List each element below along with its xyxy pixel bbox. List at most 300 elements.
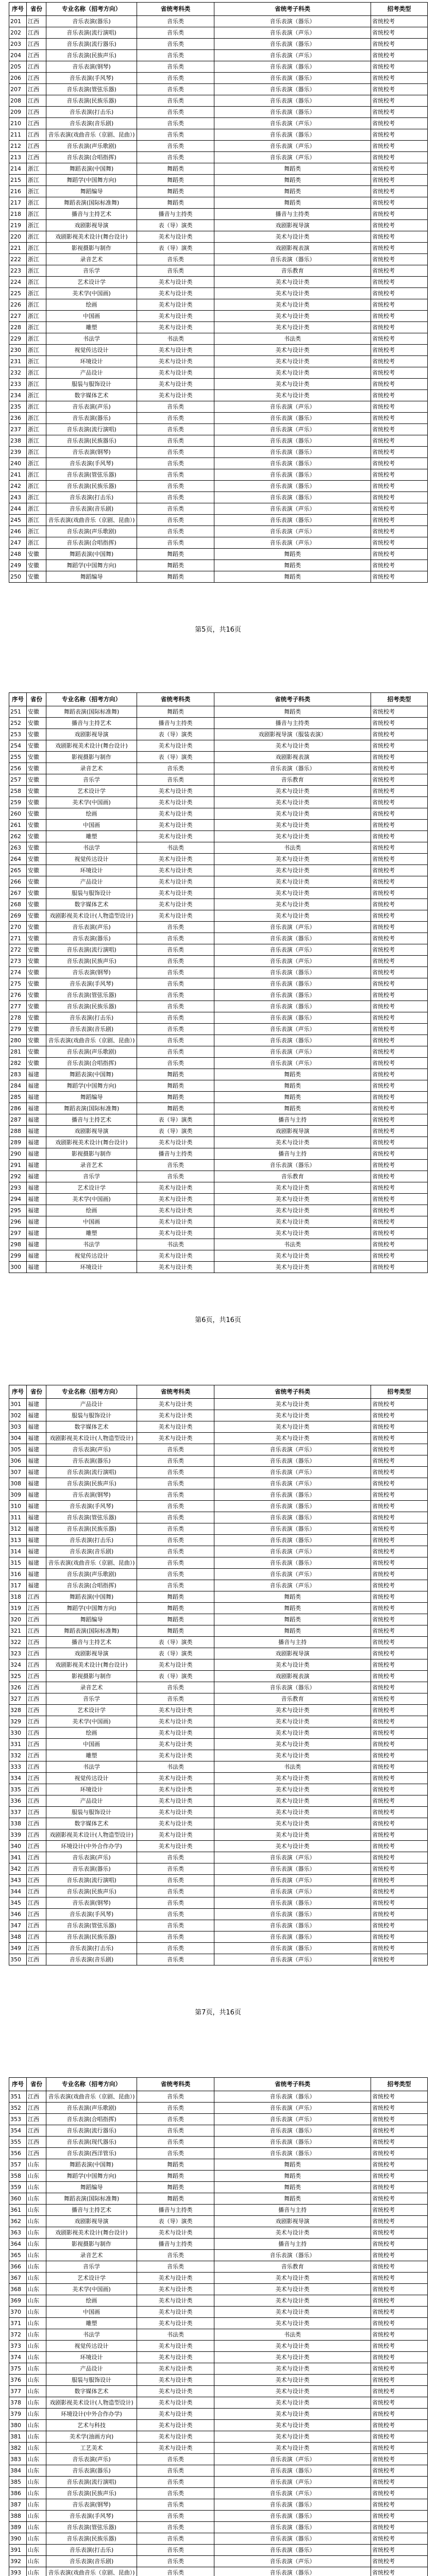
table-row (9, 831, 428, 842)
subcategory-cell: 戏剧影视表演 (214, 1671, 371, 1682)
seq-cell: 267 (9, 888, 27, 899)
province-cell: 安徽 (27, 910, 46, 922)
province-cell: 浙江 (27, 231, 46, 243)
exam-type-cell: 省统校考 (371, 1239, 428, 1250)
exam-type-cell: 省统校考 (371, 718, 428, 729)
province-cell: 福建 (27, 1478, 46, 1489)
category-cell: 音乐类 (137, 1501, 214, 1512)
exam-type-cell: 省统校考 (371, 220, 428, 231)
major-cell: 中国画 (46, 311, 137, 322)
category-cell: 音乐类 (137, 107, 214, 118)
category-cell: 舞蹈类 (137, 2159, 214, 2171)
exam-type-cell: 省统校考 (371, 2409, 428, 2420)
seq-cell: 363 (9, 2227, 27, 2239)
table-row (9, 2182, 428, 2193)
seq-cell: 255 (9, 752, 27, 763)
major-cell: 产品设计 (46, 1795, 137, 1807)
province-cell: 福建 (27, 1410, 46, 1421)
seq-cell: 327 (9, 1693, 27, 1705)
major-cell: 音乐表演(打击乐) (46, 107, 137, 118)
table-row (9, 1444, 428, 1455)
province-cell: 福建 (27, 1171, 46, 1182)
province-cell: 福建 (27, 1489, 46, 1501)
table-row (9, 1182, 428, 1194)
table-row (9, 277, 428, 288)
province-cell: 江西 (27, 1807, 46, 1818)
table-row (9, 1931, 428, 1943)
major-cell: 音乐表演(声乐) (46, 1852, 137, 1863)
category-cell: 音乐类 (137, 435, 214, 447)
category-cell: 美术与设计类 (137, 1137, 214, 1148)
category-cell: 音乐类 (137, 1535, 214, 1546)
province-cell: 江西 (27, 1795, 46, 1807)
seq-cell: 295 (9, 1205, 27, 1216)
table-row (9, 1148, 428, 1160)
category-cell: 音乐类 (137, 1035, 214, 1046)
seq-cell: 353 (9, 2114, 27, 2125)
subcategory-cell: 美术与设计类 (214, 1182, 371, 1194)
subcategory-cell: 音乐表演（声乐） (214, 1569, 371, 1580)
exam-type-cell: 省统校考 (371, 2091, 428, 2103)
exam-type-cell: 省统校考 (371, 1773, 428, 1784)
seq-cell: 365 (9, 2250, 27, 2261)
province-cell: 江西 (27, 1909, 46, 1920)
subcategory-cell: 音乐表演（声乐） (214, 141, 371, 152)
major-cell: 艺术与科技 (46, 2420, 137, 2431)
category-cell: 表（导）演类 (137, 752, 214, 763)
category-cell: 美术与设计类 (137, 2420, 214, 2431)
province-cell: 浙江 (27, 367, 46, 379)
exam-type-cell: 省统校考 (371, 2193, 428, 2205)
province-cell: 江西 (27, 73, 46, 84)
exam-type-cell: 省统校考 (371, 888, 428, 899)
major-cell: 舞蹈编导 (46, 1092, 137, 1103)
exam-type-cell: 省统校考 (371, 1546, 428, 1557)
subcategory-cell: 美术与设计类 (214, 322, 371, 333)
province-cell: 山东 (27, 2545, 46, 2556)
exam-type-cell: 省统校考 (371, 2465, 428, 2477)
seq-cell: 251 (9, 706, 27, 718)
subcategory-cell: 播音与主持 (214, 1148, 371, 1160)
seq-cell: 233 (9, 379, 27, 390)
seq-cell: 236 (9, 413, 27, 424)
exam-type-cell: 省统校考 (371, 831, 428, 842)
major-cell: 音乐表演(民族乐器) (46, 95, 137, 107)
table-row (9, 2431, 428, 2443)
subcategory-cell: 音乐表演（器乐） (214, 1682, 371, 1693)
category-cell: 音乐类 (137, 1455, 214, 1467)
table-row (9, 2318, 428, 2329)
major-cell: 产品设计 (46, 367, 137, 379)
province-cell: 江西 (27, 84, 46, 95)
seq-cell: 298 (9, 1239, 27, 1250)
major-cell: 舞蹈编导 (46, 1614, 137, 1625)
category-cell: 美术与设计类 (137, 1421, 214, 1433)
column-header-category: 省统考科类 (137, 1385, 214, 1399)
exam-type-cell: 省统校考 (371, 1909, 428, 1920)
table-row (9, 2522, 428, 2533)
column-header-major: 专业名称（招考方向） (46, 2078, 137, 2091)
exam-type-cell: 省统校考 (371, 2103, 428, 2114)
province-cell: 江西 (27, 1886, 46, 1897)
subcategory-cell: 美术与设计类 (214, 2341, 371, 2352)
subcategory-cell: 舞蹈类 (214, 1080, 371, 1092)
subcategory-cell: 音乐表演（器乐） (214, 458, 371, 469)
category-cell: 音乐类 (137, 492, 214, 503)
subcategory-cell: 戏剧影视导演 (214, 220, 371, 231)
major-cell: 产品设计 (46, 2363, 137, 2375)
exam-type-cell: 省统校考 (371, 808, 428, 820)
exam-type-cell: 省统校考 (371, 1659, 428, 1671)
category-cell: 美术与设计类 (137, 2341, 214, 2352)
subcategory-cell: 美术与设计类 (214, 311, 371, 322)
province-cell: 浙江 (27, 197, 46, 209)
table-row (9, 1467, 428, 1478)
seq-cell: 280 (9, 1035, 27, 1046)
category-cell: 美术与设计类 (137, 2363, 214, 2375)
exam-type-cell: 省统校考 (371, 1399, 428, 1410)
province-cell: 浙江 (27, 447, 46, 458)
major-cell: 音乐表演(声乐歌剧) (46, 1046, 137, 1058)
subcategory-cell: 音乐表演（器乐） (214, 2125, 371, 2137)
subcategory-cell: 美术与设计类 (214, 899, 371, 910)
major-cell: 音乐表演(戏曲音乐（京剧、昆曲）) (46, 515, 137, 526)
exam-type-cell: 省统校考 (371, 1931, 428, 1943)
major-cell: 舞蹈表演(中国舞) (46, 2159, 137, 2171)
subcategory-cell: 播音与主持 (214, 2205, 371, 2216)
seq-cell: 374 (9, 2352, 27, 2363)
subcategory-cell: 音乐表演（声乐） (214, 1467, 371, 1478)
exam-type-cell: 省统校考 (371, 2488, 428, 2499)
exam-type-cell: 省统校考 (371, 2522, 428, 2533)
table-row (9, 808, 428, 820)
page-8 (0, 2077, 436, 2576)
major-cell: 影视摄影与制作 (46, 243, 137, 254)
table-row (9, 2397, 428, 2409)
exam-type-cell: 省统校考 (371, 1467, 428, 1478)
major-cell: 产品设计 (46, 1399, 137, 1410)
category-cell: 美术与设计类 (137, 1194, 214, 1205)
category-cell: 美术与设计类 (137, 876, 214, 888)
table-row (9, 118, 428, 129)
subcategory-cell: 音乐表演（器乐） (214, 469, 371, 481)
province-cell: 江西 (27, 118, 46, 129)
major-cell: 音乐表演(管弦乐器) (46, 84, 137, 95)
category-cell: 音乐类 (137, 526, 214, 537)
major-cell: 环境设计 (46, 1784, 137, 1795)
major-cell: 艺术设计学 (46, 1705, 137, 1716)
exam-type-cell: 省统校考 (371, 842, 428, 854)
seq-cell: 212 (9, 141, 27, 152)
table-row (9, 1829, 428, 1841)
subcategory-cell: 音乐表演（器乐） (214, 2465, 371, 2477)
subcategory-cell: 美术与设计类 (214, 786, 371, 797)
seq-cell: 230 (9, 345, 27, 356)
province-cell: 安徽 (27, 899, 46, 910)
seq-cell: 297 (9, 1228, 27, 1239)
province-cell: 安徽 (27, 560, 46, 571)
category-cell: 音乐类 (137, 2499, 214, 2511)
province-cell: 安徽 (27, 854, 46, 865)
category-cell: 舞蹈类 (137, 197, 214, 209)
category-cell: 音乐类 (137, 956, 214, 967)
major-cell: 音乐表演(流行演唱) (46, 424, 137, 435)
exam-type-cell: 省统校考 (371, 1148, 428, 1160)
major-cell: 绘画 (46, 1205, 137, 1216)
subcategory-cell: 美术与设计类 (214, 865, 371, 876)
major-cell: 舞蹈编导 (46, 186, 137, 197)
category-cell: 音乐类 (137, 967, 214, 978)
table-row (9, 401, 428, 413)
major-cell: 音乐表演(音乐剧) (46, 503, 137, 515)
category-cell: 美术与设计类 (137, 277, 214, 288)
major-cell: 音乐表演(民族声乐) (46, 1478, 137, 1489)
major-cell: 雕塑 (46, 322, 137, 333)
major-cell: 中国画 (46, 1216, 137, 1228)
major-cell: 视觉传达设计 (46, 1773, 137, 1784)
province-cell: 江西 (27, 1954, 46, 1965)
seq-cell: 337 (9, 1807, 27, 1818)
category-cell: 美术与设计类 (137, 231, 214, 243)
exam-type-cell: 省统校考 (371, 481, 428, 492)
table-row (9, 2545, 428, 2556)
table-row (9, 1773, 428, 1784)
table-row (9, 990, 428, 1001)
exam-type-cell: 省统校考 (371, 2250, 428, 2261)
category-cell: 美术与设计类 (137, 2307, 214, 2318)
table-row (9, 899, 428, 910)
province-cell: 山东 (27, 2533, 46, 2545)
subcategory-cell: 美术与设计类 (214, 797, 371, 808)
subcategory-cell: 音乐表演（器乐） (214, 129, 371, 141)
seq-cell: 210 (9, 118, 27, 129)
province-cell: 浙江 (27, 277, 46, 288)
seq-cell: 214 (9, 163, 27, 175)
subcategory-cell: 美术与设计类 (214, 2363, 371, 2375)
table-row (9, 367, 428, 379)
major-cell: 数字媒体艺术 (46, 899, 137, 910)
category-cell: 美术与设计类 (137, 1716, 214, 1727)
major-cell: 书法学 (46, 842, 137, 854)
category-cell: 音乐类 (137, 1557, 214, 1569)
table-row (9, 2567, 428, 2576)
table-row (9, 481, 428, 492)
major-cell: 播音与主持艺术 (46, 2205, 137, 2216)
major-cell: 音乐表演(流行演唱) (46, 1875, 137, 1886)
major-cell: 戏剧影视导演 (46, 1648, 137, 1659)
category-cell: 音乐类 (137, 1943, 214, 1954)
seq-cell: 304 (9, 1433, 27, 1444)
seq-cell: 303 (9, 1421, 27, 1433)
category-cell: 美术与设计类 (137, 899, 214, 910)
category-cell: 美术与设计类 (137, 910, 214, 922)
exam-type-cell: 省统校考 (371, 1433, 428, 1444)
category-cell: 美术与设计类 (137, 1182, 214, 1194)
subcategory-cell: 音乐表演（声乐） (214, 2114, 371, 2125)
seq-cell: 287 (9, 1114, 27, 1126)
seq-cell: 331 (9, 1739, 27, 1750)
subcategory-cell: 美术与设计类 (214, 1399, 371, 1410)
table-row (9, 61, 428, 73)
seq-cell: 345 (9, 1897, 27, 1909)
subcategory-cell: 美术与设计类 (214, 740, 371, 752)
exam-type-cell: 省统校考 (371, 1126, 428, 1137)
exam-type-cell: 省统校考 (371, 39, 428, 50)
province-cell: 浙江 (27, 458, 46, 469)
major-cell: 音乐表演(手风琴) (46, 2511, 137, 2522)
category-cell: 表（导）演类 (137, 1114, 214, 1126)
exam-type-cell: 省统校考 (371, 322, 428, 333)
major-cell: 录音艺术 (46, 1160, 137, 1171)
table-row (9, 1920, 428, 1931)
province-cell: 江西 (27, 1852, 46, 1863)
category-cell: 美术与设计类 (137, 2352, 214, 2363)
table-row (9, 1262, 428, 1273)
major-cell: 舞蹈表演(国际标准舞) (46, 1625, 137, 1637)
province-cell: 山东 (27, 2556, 46, 2567)
seq-cell: 315 (9, 1557, 27, 1569)
subcategory-cell: 音乐表演（声乐） (214, 1886, 371, 1897)
province-cell: 浙江 (27, 424, 46, 435)
category-cell: 播音与主持类 (137, 2239, 214, 2250)
category-cell: 美术与设计类 (137, 1841, 214, 1852)
province-cell: 山东 (27, 2511, 46, 2522)
seq-cell: 354 (9, 2125, 27, 2137)
major-cell: 戏剧影视导演 (46, 1126, 137, 1137)
category-cell: 舞蹈类 (137, 1591, 214, 1603)
exam-type-cell: 省统校考 (371, 401, 428, 413)
province-cell: 福建 (27, 1501, 46, 1512)
exam-type-cell: 省统校考 (371, 537, 428, 549)
seq-cell: 338 (9, 1818, 27, 1829)
subcategory-cell: 美术与设计类 (214, 367, 371, 379)
subcategory-cell: 音乐表演（器乐） (214, 2567, 371, 2576)
subcategory-cell: 美术与设计类 (214, 2386, 371, 2397)
category-cell: 书法类 (137, 1239, 214, 1250)
major-cell: 音乐学 (46, 1693, 137, 1705)
province-cell: 福建 (27, 1160, 46, 1171)
category-cell: 美术与设计类 (137, 356, 214, 367)
province-cell: 福建 (27, 1421, 46, 1433)
category-cell: 音乐类 (137, 774, 214, 786)
major-cell: 绘画 (46, 299, 137, 311)
exam-type-cell: 省统校考 (371, 175, 428, 186)
seq-cell: 330 (9, 1727, 27, 1739)
category-cell: 美术与设计类 (137, 2273, 214, 2284)
province-cell: 江西 (27, 1659, 46, 1671)
province-cell: 江西 (27, 1603, 46, 1614)
seq-cell: 292 (9, 1171, 27, 1182)
category-cell: 美术与设计类 (137, 1410, 214, 1421)
category-cell: 音乐类 (137, 1863, 214, 1875)
category-cell: 美术与设计类 (137, 786, 214, 797)
province-cell: 浙江 (27, 435, 46, 447)
table-row (9, 1603, 428, 1614)
seq-cell: 373 (9, 2341, 27, 2352)
category-cell: 美术与设计类 (137, 1262, 214, 1273)
subcategory-cell: 舞蹈类 (214, 549, 371, 560)
major-cell: 环境设计 (46, 865, 137, 876)
table-row (9, 1580, 428, 1591)
major-cell: 音乐表演(民族乐器) (46, 481, 137, 492)
seq-cell: 342 (9, 1863, 27, 1875)
subcategory-cell: 美术与设计类 (214, 2352, 371, 2363)
seq-cell: 253 (9, 729, 27, 740)
major-cell: 环境设计(中外合作办学) (46, 2409, 137, 2420)
table-row (9, 1863, 428, 1875)
category-cell: 表（导）演类 (137, 220, 214, 231)
province-cell: 浙江 (27, 175, 46, 186)
province-cell: 安徽 (27, 1046, 46, 1058)
exam-type-cell: 省统校考 (371, 1478, 428, 1489)
table-row (9, 1682, 428, 1693)
major-cell: 戏剧影视导演 (46, 220, 137, 231)
exam-type-cell: 省统校考 (371, 277, 428, 288)
table-row (9, 1228, 428, 1239)
table-row (9, 175, 428, 186)
category-cell: 美术与设计类 (137, 1727, 214, 1739)
exam-type-cell: 省统校考 (371, 1829, 428, 1841)
exam-type-cell: 省统校考 (371, 95, 428, 107)
table-row (9, 956, 428, 967)
table-row (9, 1943, 428, 1954)
category-cell: 美术与设计类 (137, 1795, 214, 1807)
major-cell: 音乐表演(戏曲音乐（京剧、昆曲）) (46, 2567, 137, 2576)
subcategory-cell: 音乐表演（声乐） (214, 956, 371, 967)
province-cell: 福建 (27, 1467, 46, 1478)
table-row (9, 1216, 428, 1228)
subcategory-cell: 播音与主持类 (214, 209, 371, 220)
major-cell: 音乐表演(手风琴) (46, 1501, 137, 1512)
exam-type-cell: 省统校考 (371, 2227, 428, 2239)
category-cell: 音乐类 (137, 2125, 214, 2137)
subcategory-cell: 音乐表演（器乐） (214, 39, 371, 50)
table-row (9, 2363, 428, 2375)
exam-type-cell: 省统校考 (371, 1194, 428, 1205)
major-cell: 数字媒体艺术 (46, 1421, 137, 1433)
subcategory-cell: 舞蹈类 (214, 1591, 371, 1603)
subcategory-cell: 美术与设计类 (214, 1205, 371, 1216)
table-row (9, 50, 428, 61)
subcategory-cell: 音乐表演（声乐） (214, 2488, 371, 2499)
major-cell: 美术学(中国画) (46, 288, 137, 299)
subcategory-cell: 美术与设计类 (214, 1818, 371, 1829)
table-row (9, 1024, 428, 1035)
table-row (9, 2216, 428, 2227)
table-header-row (9, 3, 428, 16)
province-cell: 安徽 (27, 1001, 46, 1012)
table-row (9, 1897, 428, 1909)
category-cell: 音乐类 (137, 1160, 214, 1171)
exam-type-cell: 省统校考 (371, 1455, 428, 1467)
seq-cell: 364 (9, 2239, 27, 2250)
subcategory-cell: 美术与设计类 (214, 2284, 371, 2295)
table-row (9, 1501, 428, 1512)
category-cell: 书法类 (137, 333, 214, 345)
province-cell: 江西 (27, 39, 46, 50)
subcategory-cell: 舞蹈类 (214, 571, 371, 583)
subcategory-cell: 戏剧影视导演 (214, 2216, 371, 2227)
column-header-exam-type: 招考类型 (371, 2078, 428, 2091)
category-cell: 音乐类 (137, 401, 214, 413)
province-cell: 山东 (27, 2488, 46, 2499)
seq-cell: 225 (9, 288, 27, 299)
major-cell: 音乐表演(戏曲音乐（京剧、昆曲）) (46, 1557, 137, 1569)
table-row (9, 356, 428, 367)
exam-type-cell: 省统校考 (371, 209, 428, 220)
category-cell: 播音与主持类 (137, 209, 214, 220)
province-cell: 江西 (27, 1727, 46, 1739)
